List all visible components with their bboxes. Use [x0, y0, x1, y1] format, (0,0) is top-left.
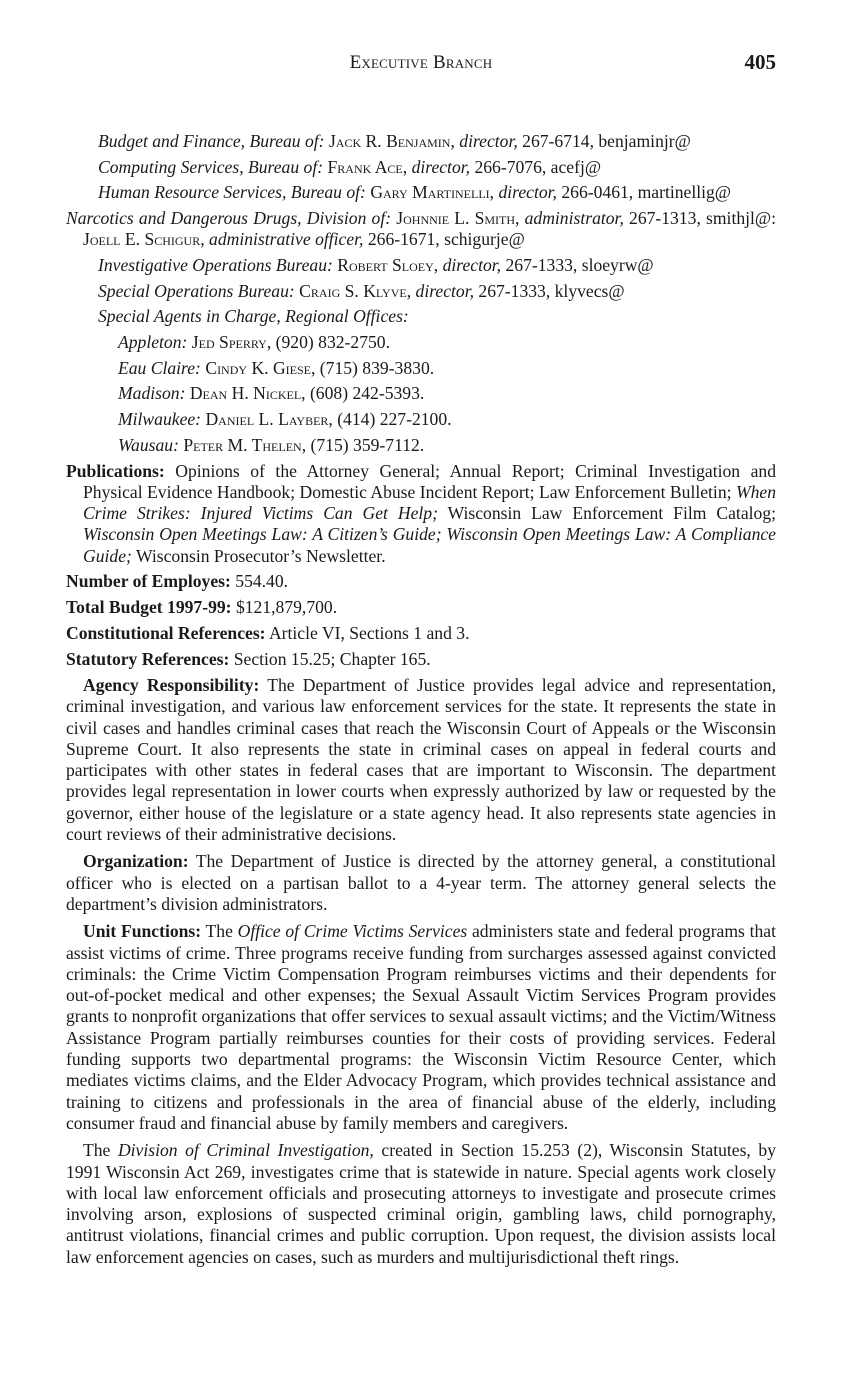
page-header: [66, 52, 776, 80]
regional-office: Appleton: Jed Sperry, (920) 832-2750.: [118, 332, 390, 353]
regional-office: Eau Claire: Cindy K. Giese, (715) 839-3830.: [118, 357, 435, 378]
unit-functions-paragraph: Unit Functions: The Office of Crime Victims Services administers state and federal programs that assist victims of crime. Three programs receive funding from surcharges assessed against convicted criminals: the Crime Victim Compensation Program reimburses victims and their dependents for out-of-pocket medical and other expenses; the Sexual Assault Victim Services Program provides grants to nonprofit organizations that offer services to sexual assault victims; and the Victim/Witness Assistance Program partially reimburses counties for their costs of providing services. Federal funding supports two departmental programs: the Wisconsin Victim Resource Center, which mediates victims claims, and the Elder Advocacy Program, which provides technical assistance and training to citizens and professionals in the area of financial abuse of the elderly, including consumer fraud and financial abuse by family members and caregivers.: [66, 921, 776, 1133]
sub-bureau-entry: Investigative Operations Bureau: Robert Sloey, director, 267-1333, sloeyrw@: [98, 255, 654, 276]
publications-entry: Publications: Opinions of the Attorney General; Annual Report; Criminal Investigation and Physical Evidence Handbook; Domestic Abuse Incident Report; Law Enforcement Bulletin; When Crime Strikes: Injured Victims Can Get Help; Wisconsin Law Enforcement Film Catalog; Wisconsin Open Meetings Law: A Citizen’s Guide; Wisconsin Open Meetings Law: A Compliance Guide; Wisconsin Prosecutor’s Newsletter.: [66, 460, 777, 566]
regional-office: Madison: Dean H. Nickel, (608) 242-5393.: [118, 383, 425, 404]
narcotics-division-entry: Narcotics and Dangerous Drugs, Division of: Johnnie L. Smith, administrator, 267-1313, smithjl@: Joell E. Schigur, administrative officer, 266-1671, schigurje@: [66, 208, 776, 250]
sub-bureau-entry: Special Operations Bureau: Craig S. Klyve, director, 267-1333, klyvecs@: [98, 280, 625, 301]
regional-office: Milwaukee: Daniel L. Layber, (414) 227-2100.: [118, 409, 452, 430]
agency-responsibility-paragraph: Agency Responsibility: The Department of Justice provides legal advice and representation, criminal investigation, and various law enforcement services for the state. It represents the state in civil cases and handles criminal cases that reach the Wisconsin Court of Appeals or the Wisconsin Supreme Court. It also represents the state in criminal cases on appeal in federal courts and participates with other states in federal cases that are important to Wisconsin. The department provides legal representation in lower courts when expressly authorized by law or requested by the governor, either house of the legislature or a state agency head. It also represents state agencies in court reviews of their administrative decisions.: [66, 674, 776, 845]
statutory-references: Statutory References: Section 15.25; Chapter 165.: [66, 649, 431, 670]
bureau-entry: Human Resource Services, Bureau of: Gary Martinelli, director, 266-0461, martinellig@: [98, 182, 731, 203]
page-content: [66, 131, 776, 1274]
constitutional-references: Constitutional References: Article VI, Sections 1 and 3.: [66, 623, 470, 644]
bureau-entry: Computing Services, Bureau of: Frank Ace, director, 266-7076, acefj@: [98, 156, 602, 177]
regional-offices-heading: Special Agents in Charge, Regional Offices:: [98, 306, 409, 327]
employees-fact: Number of Employes: 554.40.: [66, 571, 289, 592]
budget-fact: Total Budget 1997-99: $121,879,700.: [66, 597, 338, 618]
bureau-entry: Budget and Finance, Bureau of: Jack R. Benjamin, director, 267-6714, benjaminjr@: [98, 131, 691, 151]
criminal-investigation-paragraph: The Division of Criminal Investigation, created in Section 15.253 (2), Wisconsin Statutes, by 1991 Wisconsin Act 269, investigates crime that is statewide in nature. Special agents work closely with local law enforcement officials and prosecuting attorneys to investigate and prosecute crimes involving arson, explosions of suspected criminal origin, gambling laws, child pornography, antitrust violations, financial crimes and public corruption. Upon request, the division assists local law enforcement agencies on cases, such as murders and multijurisdictional theft rings.: [66, 1140, 777, 1267]
organization-paragraph: Organization: The Department of Justice is directed by the attorney general, a constitutional officer who is elected on a partisan ballot to a 4-year term. The attorney general selects the department’s division administrators.: [66, 851, 776, 914]
page-number: 405: [744, 50, 776, 74]
running-head: Executive Branch: [349, 52, 493, 73]
regional-office: Wausau: Peter M. Thelen, (715) 359-7112.: [118, 434, 425, 455]
